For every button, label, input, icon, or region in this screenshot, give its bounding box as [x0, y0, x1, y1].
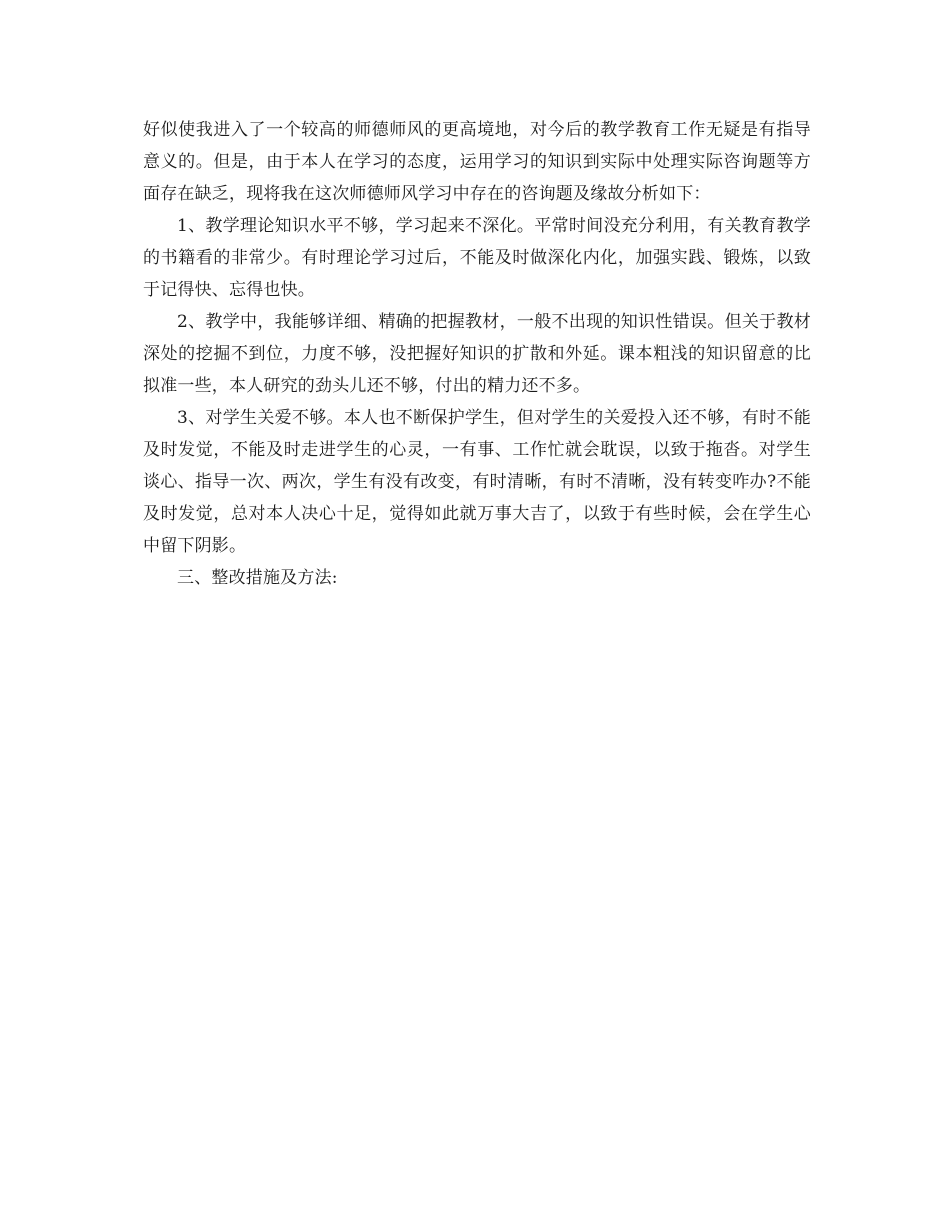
paragraph-point-2: 2、教学中，我能够详细、精确的把握教材，一般不出现的知识性错误。但关于教材深处的挖掘不到位，力度不够，没把握好知识的扩散和外延。课本粗浅的知识留意的比拟准一些，本人研究的劲头儿还不够，付出的精力还不多。 — [143, 312, 811, 396]
document-body — [143, 114, 811, 594]
paragraph-point-1: 1、教学理论知识水平不够，学习起来不深化。平常时间没充分利用，有关教育教学的书籍看的非常少。有时理论学习过后，不能及时做深化内化，加强实践、锻炼，以致于记得快、忘得也快。 — [143, 216, 811, 300]
paragraph-intro: 好似使我进入了一个较高的师德师风的更高境地，对今后的教学教育工作无疑是有指导意义的。但是，由于本人在学习的态度，运用学习的知识到实际中处理实际咨询题等方面存在缺乏，现将我在这次师德师风学习中存在的咨询题及缘故分析如下： — [143, 120, 811, 204]
paragraph-point-3: 3、对学生关爱不够。本人也不断保护学生，但对学生的关爱投入还不够，有时不能及时发觉，不能及时走进学生的心灵，一有事、工作忙就会耽误，以致于拖沓。对学生谈心、指导一次、两次，学生有没有改变，有时清晰，有时不清晰，没有转变咋办?不能及时发觉，总对本人决心十足，觉得如此就万事大吉了，以致于有些时候，会在学生心中留下阴影。 — [143, 408, 811, 556]
section-heading-measures: 三、整改措施及方法: — [177, 568, 338, 588]
